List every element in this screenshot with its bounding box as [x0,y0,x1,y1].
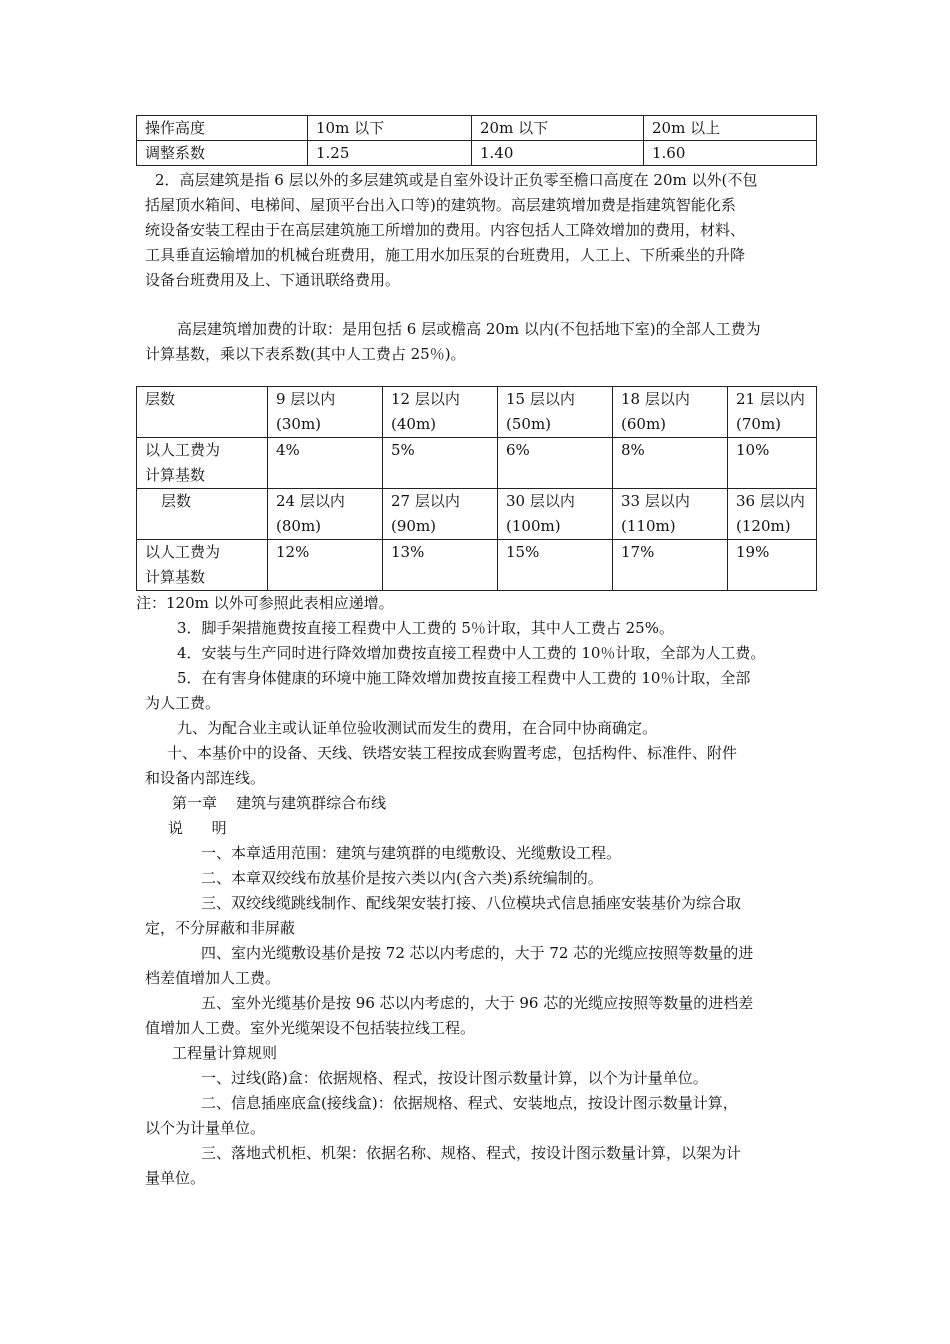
row-label: 以人工费为 [145,543,221,561]
note-line: 九、为配合业主或认证单位验收测试而发生的费用，在合同中协商确定。 [177,719,658,737]
note-line: 4．安装与生产同时进行降效增加费按直接工程费中人工费的 10％计取，全部为人工费。 [177,644,766,662]
table-cell: 10% [728,438,817,489]
table-cell [137,387,268,438]
floor-limit: 21 层以内 [736,390,805,408]
row-label: 以人工费为 [145,441,221,459]
paragraph-line: 2．高层建筑是指 6 层以外的多层建筑或是自室外设计正负零至檐口高度在 20m 以外(不包 [155,171,758,189]
table-cell: 17% [613,540,728,591]
floor-limit: 27 层以内 [391,492,460,510]
table-cell [268,489,383,540]
table-cell: 10m 以下 [308,116,472,141]
table-cell: 6% [498,438,613,489]
floor-limit: 15 层以内 [506,390,575,408]
row-label: 计算基数 [145,466,206,484]
table-cell: 5% [383,438,498,489]
floor-rate-table [136,386,817,591]
height-coefficient-table [136,115,817,166]
table-row [137,438,817,489]
note-line: 和设备内部连线。 [145,769,266,787]
height-limit: (50m) [506,415,552,433]
section-heading: 工程量计算规则 [172,1044,278,1062]
table-row [137,387,817,438]
table-cell: 20m 以下 [472,116,644,141]
table-cell [137,540,268,591]
table-cell [728,489,817,540]
floor-limit: 18 层以内 [621,390,690,408]
paragraph-line: 括屋顶水箱间、电梯间、屋顶平台出入口等)的建筑物。高层建筑增加费是指建筑智能化系 [145,196,736,214]
table-cell: 8% [613,438,728,489]
paragraph-line: 计算基数，乘以下表系数(其中人工费占 25％)。 [145,345,466,363]
note-line: 3．脚手架措施费按直接工程费中人工费的 5％计取，其中人工费占 25%。 [177,619,674,637]
height-limit: (80m) [276,517,322,535]
section-line: 定，不分屏蔽和非屏蔽 [145,919,296,937]
table-row [137,540,817,591]
paragraph-line: 工具垂直运输增加的机械台班费用，施工用水加压泵的台班费用，人工上、下所乘坐的升降 [145,246,746,264]
section-heading: 说 明 [168,819,227,837]
table-cell: 调整系数 [137,141,308,166]
rule-line: 一、过线(路)盒：依据规格、程式，按设计图示数量计算，以个为计量单位。 [201,1069,708,1087]
table-cell [728,387,817,438]
table-cell [613,489,728,540]
paragraph-line: 统设备安装工程由于在高层建筑施工所增加的费用。内容包括人工降效增加的费用，材料、 [145,221,746,239]
table-cell [498,387,613,438]
table-cell [383,387,498,438]
row-label: 层数 [145,390,176,408]
table-cell [137,438,268,489]
table-cell: 1.25 [308,141,472,166]
row-label: 计算基数 [145,568,206,586]
height-limit: (70m) [736,415,782,433]
section-line: 三、双绞线缆跳线制作、配线架安装打接、八位模块式信息插座安装基价为综合取 [201,894,742,912]
rule-line: 以个为计量单位。 [145,1119,266,1137]
height-limit: (100m) [506,517,561,535]
floor-limit: 9 层以内 [276,390,336,408]
table-row [137,116,817,141]
table-cell: 1.60 [644,141,817,166]
section-line: 一、本章适用范围：建筑与建筑群的电缆敷设、光缆敷设工程。 [201,844,622,862]
floor-limit: 33 层以内 [621,492,690,510]
note-line: 为人工费。 [145,694,221,712]
table-cell [498,489,613,540]
height-limit: (120m) [736,517,791,535]
floor-limit: 24 层以内 [276,492,345,510]
table-cell: 12% [268,540,383,591]
rule-line: 三、落地式机柜、机架：依据名称、规格、程式，按设计图示数量计算，以架为计 [201,1144,742,1162]
height-limit: (90m) [391,517,437,535]
table-cell: 19% [728,540,817,591]
rule-line: 量单位。 [145,1169,206,1187]
floor-limit: 36 层以内 [736,492,805,510]
height-limit: (60m) [621,415,667,433]
table-cell: 4% [268,438,383,489]
table-row [137,141,817,166]
table-cell: 操作高度 [137,116,308,141]
height-limit: (110m) [621,517,676,535]
table-cell: 20m 以上 [644,116,817,141]
table-cell [137,489,268,540]
table-cell: 13% [383,540,498,591]
section-line: 四、室内光缆敷设基价是按 72 芯以内考虑的，大于 72 芯的光缆应按照等数量的进 [201,944,754,962]
table-cell: 1.40 [472,141,644,166]
section-line: 二、本章双绞线布放基价是按六类以内(含六类)系统编制的。 [201,869,603,887]
table-cell: 15% [498,540,613,591]
floor-limit: 12 层以内 [391,390,460,408]
chapter-title: 第一章 建筑与建筑群综合布线 [172,794,387,812]
height-limit: (40m) [391,415,437,433]
table-cell [268,387,383,438]
height-limit: (30m) [276,415,322,433]
note-line: 注：120m 以外可参照此表相应递增。 [136,594,394,612]
rule-line: 二、信息插座底盒(接线盒)：依据规格、程式、安装地点，按设计图示数量计算， [201,1094,738,1112]
floor-limit: 30 层以内 [506,492,575,510]
table-cell [613,387,728,438]
paragraph-line: 设备台班费用及上、下通讯联络费用。 [145,271,401,289]
note-line: 十、本基价中的设备、天线、铁塔安装工程按成套购置考虑，包括构件、标准件、附件 [167,744,738,762]
table-cell [383,489,498,540]
table-row [137,489,817,540]
row-label: 层数 [161,492,192,510]
section-line: 档差值增加人工费。 [145,969,281,987]
note-line: 5．在有害身体健康的环境中施工降效增加费按直接工程费中人工费的 10％计取，全部 [177,669,751,687]
section-line: 五、室外光缆基价是按 96 芯以内考虑的，大于 96 芯的光缆应按照等数量的进档差 [201,994,754,1012]
paragraph-line: 高层建筑增加费的计取：是用包括 6 层或檐高 20m 以内(不包括地下室)的全部人工费为 [177,320,761,338]
section-line: 值增加人工费。室外光缆架设不包括装拉线工程。 [145,1019,476,1037]
